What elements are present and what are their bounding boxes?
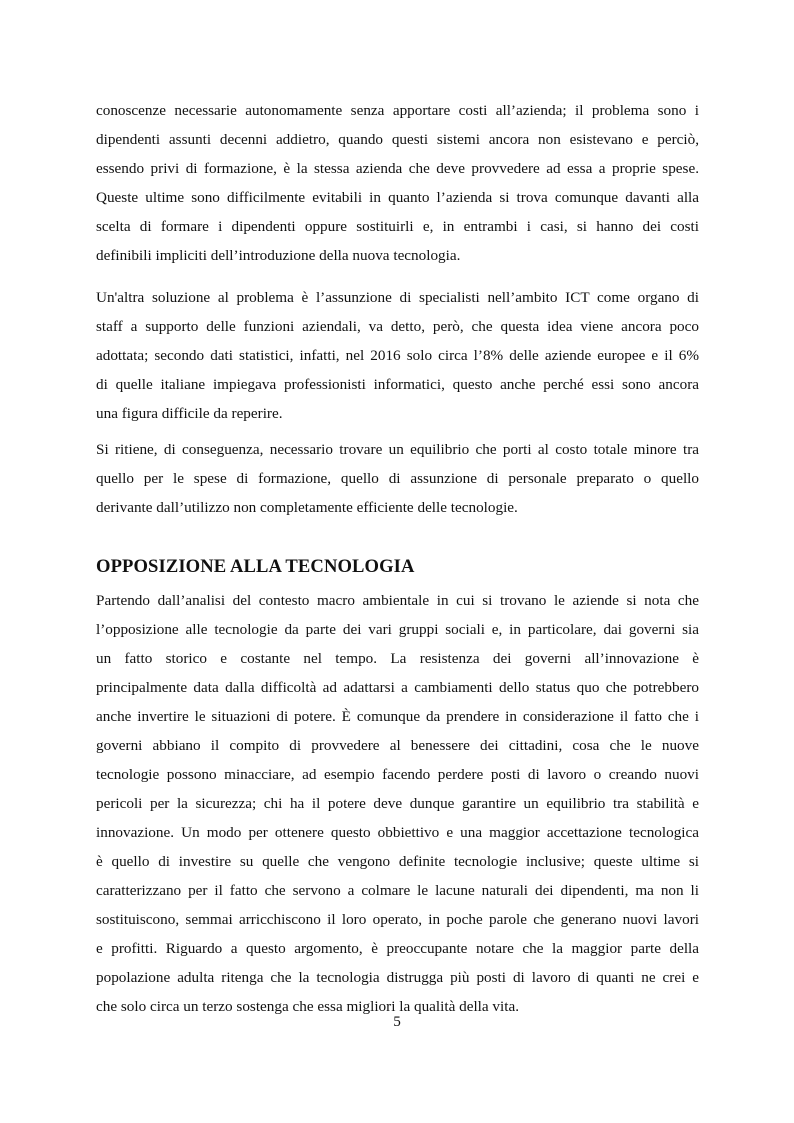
text-line: l’opposizione alle tecnologie da parte dei vari gruppi sociali e, in particolare, dai governi sia bbox=[96, 621, 699, 638]
text-line: sostituiscono, semmai arricchiscono il loro operato, in poche parole che generano nuovi lavori bbox=[96, 911, 699, 928]
text-line: e profitti. Riguardo a questo argomento, è preoccupante notare che la maggior parte della bbox=[96, 940, 699, 957]
text-line: pericoli per la sicurezza; chi ha il potere deve dunque garantire un equilibrio tra stabilità e bbox=[96, 795, 699, 812]
text-line: un fatto storico e costante nel tempo. La resistenza dei governi all’innovazione è bbox=[96, 650, 699, 667]
text-line: Partendo dall’analisi del contesto macro ambientale in cui si trovano le aziende si nota che bbox=[96, 592, 699, 609]
text-line: essendo privi di formazione, è la stessa azienda che deve provvedere ad essa a proprie spese. bbox=[96, 160, 699, 177]
text-line: quello per le spese di formazione, quello di assunzione di personale preparato o quello bbox=[96, 470, 699, 487]
text-line: è quello di investire su quelle che vengono definite tecnologie inclusive; queste ultime si bbox=[96, 853, 699, 870]
text-line: innovazione. Un modo per ottenere questo obbiettivo e una maggior accettazione tecnologica bbox=[96, 824, 699, 841]
text-line: Un'altra soluzione al problema è l’assunzione di specialisti nell’ambito ICT come organo di bbox=[96, 289, 699, 306]
text-line: adottata; secondo dati statistici, infatti, nel 2016 solo circa l’8% delle aziende europee e il 6% bbox=[96, 347, 699, 364]
paragraph-1 bbox=[96, 96, 699, 270]
text-line: definibili impliciti dell’introduzione della nuova tecnologia. bbox=[96, 247, 461, 264]
text-line: anche invertire le situazioni di potere. È comunque da prendere in considerazione il fatto che i bbox=[96, 708, 699, 725]
text-line: Si ritiene, di conseguenza, necessario trovare un equilibrio che porti al costo totale minore tra bbox=[96, 441, 699, 458]
page-number: 5 bbox=[393, 1013, 401, 1030]
text-line: che solo circa un terzo sostenga che essa migliori la qualità della vita. bbox=[96, 998, 519, 1015]
text-line: principalmente data dalla difficoltà ad adattarsi a cambiamenti dello status quo che potrebbero bbox=[96, 679, 699, 696]
section-heading: OPPOSIZIONE ALLA TECNOLOGIA bbox=[96, 556, 415, 577]
text-line: derivante dall’utilizzo non completamente efficiente delle tecnologie. bbox=[96, 499, 518, 516]
text-line: caratterizzano per il fatto che servono a colmare le lacune naturali dei dipendenti, ma non li bbox=[96, 882, 699, 899]
text-line: staff a supporto delle funzioni aziendali, va detto, però, che questa idea viene ancora poco bbox=[96, 318, 699, 335]
text-line: dipendenti assunti decenni addietro, quando questi sistemi ancora non esistevano e perciò, bbox=[96, 131, 699, 148]
text-line: una figura difficile da reperire. bbox=[96, 405, 283, 422]
paragraph-2 bbox=[96, 283, 699, 428]
text-line: tecnologie possono minacciare, ad esempio facendo perdere posti di lavoro o creando nuovi bbox=[96, 766, 699, 783]
text-line: scelta di formare i dipendenti oppure sostituirli e, in entrambi i casi, si hanno dei costi bbox=[96, 218, 699, 235]
paragraph-3 bbox=[96, 435, 699, 522]
paragraph-4 bbox=[96, 586, 699, 1021]
text-line: Queste ultime sono difficilmente evitabili in quanto l’azienda si trova comunque davanti alla bbox=[96, 189, 699, 206]
text-line: governi abbiano il compito di provvedere al benessere dei cittadini, cosa che le nuove bbox=[96, 737, 699, 754]
text-line: di quelle italiane impiegava professionisti informatici, questo anche perché essi sono ancora bbox=[96, 376, 699, 393]
text-line: popolazione adulta ritenga che la tecnologia distrugga più posti di lavoro di quanti ne crei e bbox=[96, 969, 699, 986]
text-line: conoscenze necessarie autonomamente senza apportare costi all’azienda; il problema sono i bbox=[96, 102, 699, 119]
